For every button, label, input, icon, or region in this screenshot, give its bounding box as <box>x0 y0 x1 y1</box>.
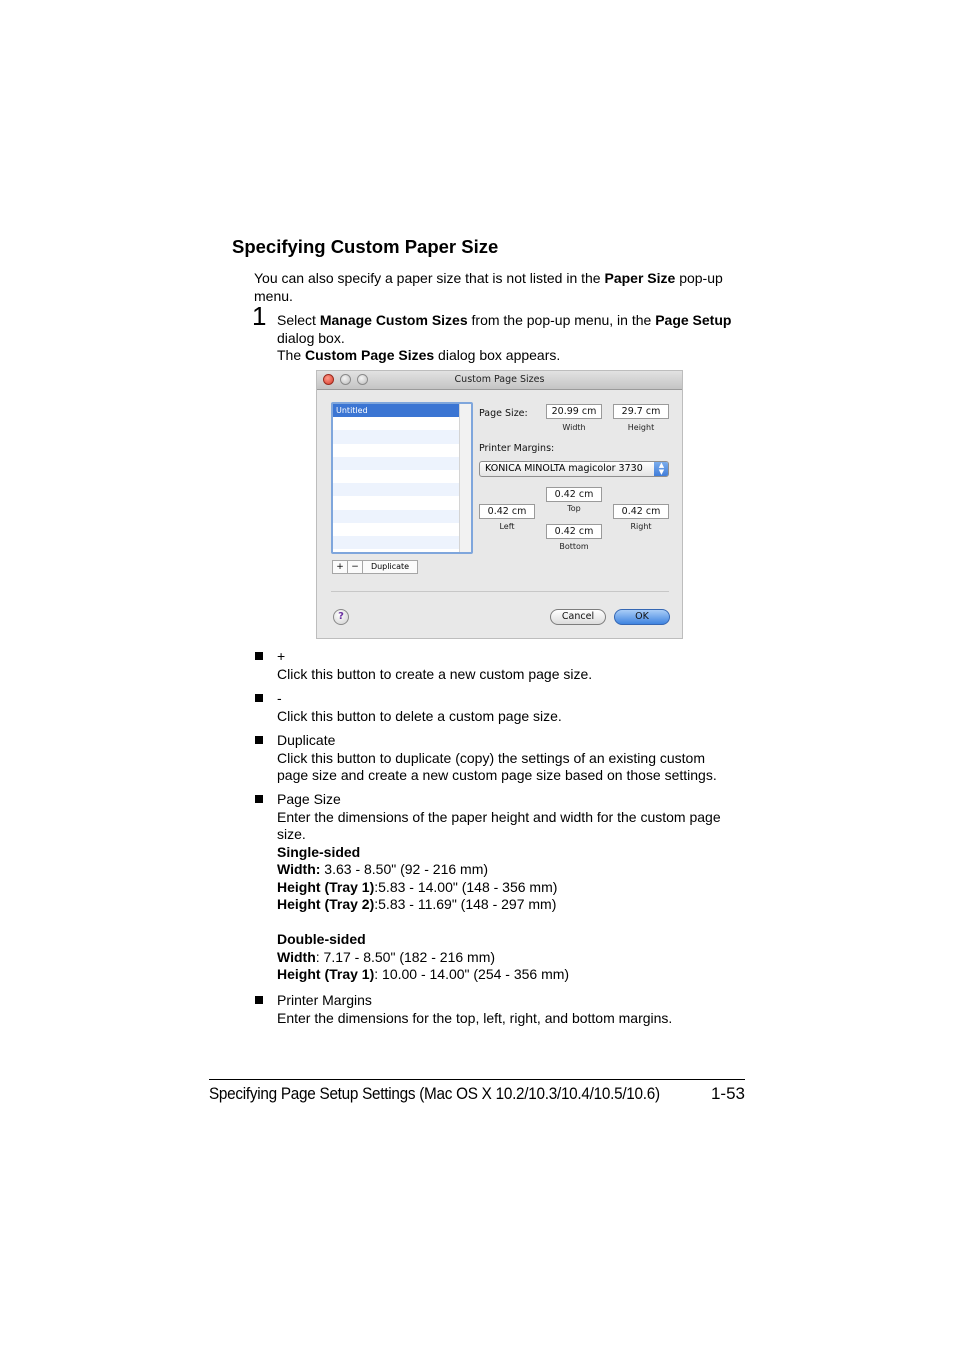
step-number: 1 <box>252 301 267 331</box>
list-item[interactable] <box>333 470 471 483</box>
single-sided-heading: Single-sided <box>277 843 361 860</box>
spec-label: Height (Tray 2) <box>277 896 375 912</box>
bullet-desc: size. <box>277 826 306 842</box>
bullet-desc: Click this button to create a new custom page size. <box>277 665 593 682</box>
bullet-title: Page Size <box>277 791 341 807</box>
list-item[interactable] <box>333 536 471 549</box>
footer-chapter-title: Specifying Page Setup Settings (Mac OS X 10.2/10.3/10.4/10.5/10.6) <box>209 1084 660 1103</box>
bottom-caption: Bottom <box>559 542 589 551</box>
right-caption: Right <box>630 522 652 531</box>
spec-value: 3.63 - 8.50" (92 - 216 mm) <box>320 861 489 877</box>
bullet-square-icon <box>255 652 263 660</box>
list-item[interactable] <box>333 510 471 523</box>
printer-popup[interactable] <box>479 461 669 477</box>
step-text: from the pop-up menu, in the <box>467 312 656 328</box>
list-buttons <box>332 560 418 574</box>
spec-label: Width: <box>277 861 321 877</box>
bullet-page-size <box>277 791 747 984</box>
left-margin-field[interactable]: 0.42 cm <box>479 504 535 519</box>
intro-line2: menu. <box>254 287 293 304</box>
list-item[interactable] <box>333 444 471 457</box>
intro-bold: Paper Size <box>604 270 676 286</box>
right-margin-field[interactable]: 0.42 cm <box>613 504 669 519</box>
bullet-desc: Click this button to duplicate (copy) the settings of an existing custom <box>277 749 705 766</box>
double-sided-heading: Double-sided <box>277 931 366 947</box>
spec-value: :5.83 - 14.00" (148 - 356 mm) <box>374 878 558 895</box>
bottom-margin-field[interactable]: 0.42 cm <box>546 524 602 539</box>
left-caption: Left <box>499 522 515 531</box>
cancel-button[interactable]: Cancel <box>550 609 606 625</box>
step-bold-name: Custom Page Sizes <box>305 347 435 363</box>
spec-value: :5.83 - 11.69" (148 - 297 mm) <box>374 896 557 912</box>
page-number: 1-53 <box>710 1084 745 1103</box>
height-caption: Height <box>627 423 655 432</box>
list-item[interactable] <box>333 523 471 536</box>
remove-size-button[interactable]: − <box>348 561 363 573</box>
dialog-separator <box>331 591 669 592</box>
printer-margins-label: Printer Margins: <box>479 443 555 454</box>
bullet-title: - <box>277 690 282 706</box>
step-line2: dialog box. <box>277 329 345 346</box>
bullet-minus <box>277 690 747 725</box>
list-scrollbar[interactable] <box>459 404 471 552</box>
step-text: dialog box appears. <box>434 347 561 363</box>
top-margin-field[interactable]: 0.42 cm <box>546 487 602 502</box>
bullet-desc: page size and create a new custom page size based on those settings. <box>277 767 717 783</box>
duplicate-button[interactable]: Duplicate <box>370 562 410 571</box>
list-item[interactable] <box>333 417 471 430</box>
bullet-title: Printer Margins <box>277 992 372 1008</box>
spec-label: Height (Tray 1) <box>277 878 375 895</box>
popup-arrows-icon: ▲ ▼ <box>654 461 669 477</box>
step-text: Select <box>277 312 320 328</box>
spec-label: Width <box>277 948 316 965</box>
custom-size-list[interactable] <box>331 402 473 554</box>
footer-rule <box>209 1079 745 1080</box>
intro-text-end: pop-up <box>675 270 723 286</box>
bullet-square-icon <box>255 694 263 702</box>
intro-text: You can also specify a paper size that is not listed in the <box>254 270 605 286</box>
printer-popup-value: KONICA MINOLTA magicolor 3730 <box>485 463 643 474</box>
help-icon[interactable]: ? <box>333 609 349 625</box>
bullet-title: + <box>277 648 286 664</box>
bullet-duplicate <box>277 732 747 785</box>
list-item-selected[interactable]: Untitled <box>333 404 471 417</box>
ok-button[interactable]: OK <box>614 609 670 625</box>
step-1-text <box>277 312 757 365</box>
top-caption: Top <box>567 504 581 513</box>
spec-value: : 10.00 - 14.00" (254 - 356 mm) <box>374 966 570 982</box>
title-bar <box>317 371 682 390</box>
spec-value: : 7.17 - 8.50" (182 - 216 mm) <box>315 948 496 965</box>
step-bold-dialog: Page Setup <box>655 312 732 328</box>
list-item[interactable] <box>333 483 471 496</box>
spec-label: Height (Tray 1) <box>277 966 375 982</box>
list-item[interactable] <box>333 457 471 470</box>
list-item[interactable] <box>333 430 471 443</box>
custom-page-sizes-dialog <box>316 370 683 639</box>
add-size-button[interactable]: + <box>333 561 348 573</box>
bullet-desc: Enter the dimensions of the paper height and width for the custom page <box>277 808 721 825</box>
bullet-plus <box>277 648 747 683</box>
bullet-square-icon <box>255 795 263 803</box>
bullet-title: Duplicate <box>277 732 336 748</box>
list-item[interactable] <box>333 496 471 509</box>
bullet-desc: Enter the dimensions for the top, left, right, and bottom margins. <box>277 1009 673 1026</box>
bullet-printer-margins <box>277 992 747 1027</box>
step-bold-menu: Manage Custom Sizes <box>319 312 468 328</box>
width-caption: Width <box>562 423 586 432</box>
step-text: The <box>277 347 306 363</box>
bullet-desc: Click this button to delete a custom page size. <box>277 707 562 724</box>
dialog-title: Custom Page Sizes <box>454 374 545 385</box>
width-field[interactable]: 20.99 cm <box>546 404 602 419</box>
section-heading: Specifying Custom Paper Size <box>232 236 499 257</box>
intro-paragraph <box>254 270 754 305</box>
page-size-label: Page Size: <box>479 408 528 419</box>
bullet-square-icon <box>255 996 263 1004</box>
height-field[interactable]: 29.7 cm <box>613 404 669 419</box>
bullet-square-icon <box>255 736 263 744</box>
